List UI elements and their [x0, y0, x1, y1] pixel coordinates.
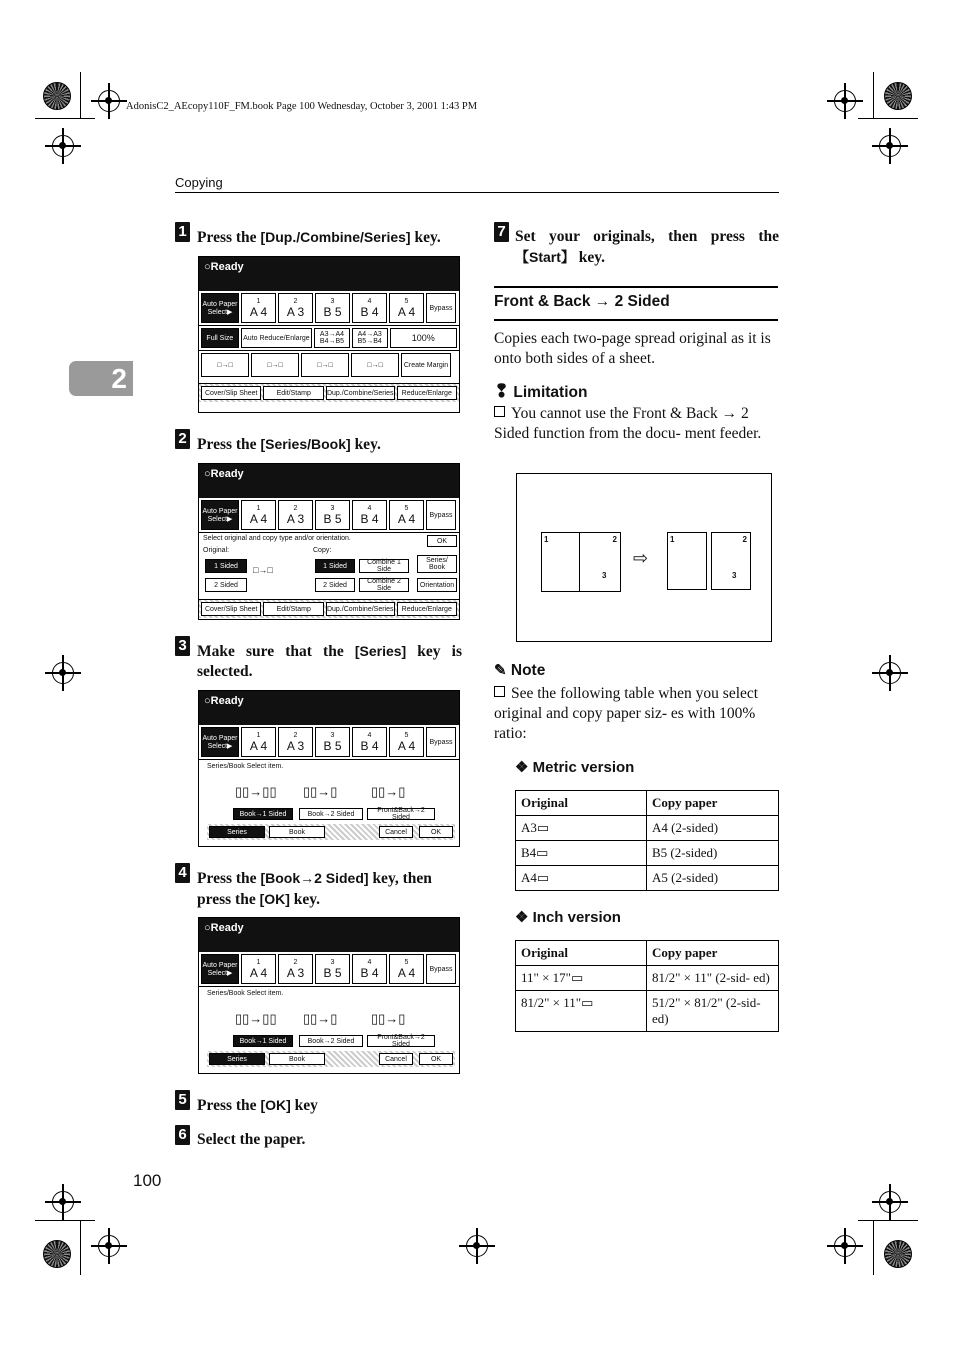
- tab-edit-stamp[interactable]: Edit/Stamp: [263, 386, 323, 400]
- tab-dup-combine[interactable]: Dup./Combine/Series: [326, 602, 395, 616]
- step-2-text: Press the [Series/Book] key.: [197, 436, 381, 453]
- tab-cover-slip[interactable]: Cover/Slip Sheet: [201, 386, 261, 400]
- section-intro: Copies each two-page spread original as it is onto both sides of a sheet.: [494, 330, 771, 367]
- series-book-button[interactable]: Series/ Book: [417, 555, 457, 573]
- limitation-icon: ❢: [494, 381, 510, 401]
- registration-mark: [52, 135, 74, 157]
- step-number: 4: [175, 863, 190, 883]
- tray-button[interactable]: 4 B 4: [352, 500, 387, 530]
- combine-mode-button[interactable]: □→□: [351, 353, 399, 377]
- series-header: Series/Book Select item.: [207, 763, 284, 770]
- series-button[interactable]: Series: [209, 826, 265, 838]
- auto-paper-button[interactable]: Auto Paper Select▶: [201, 293, 239, 323]
- table-header-row: Original Copy paper: [516, 941, 779, 966]
- tray-button[interactable]: 3 B 5: [315, 293, 350, 323]
- tray-button[interactable]: 1 A 4: [241, 293, 276, 323]
- metric-title: ❖ Metric version: [515, 759, 635, 776]
- book-icon: ▯▯→▯▯: [235, 1011, 277, 1026]
- table-row: A3▭ A4 (2-sided): [516, 816, 779, 841]
- status-bar: ○Ready: [199, 691, 459, 725]
- tray-button[interactable]: 3 B 5: [315, 500, 350, 530]
- crop-line: [858, 118, 918, 119]
- book-page-right: 2 3: [579, 532, 621, 592]
- inch-title: ❖ Inch version: [515, 909, 621, 926]
- note-title: ✎ Note: [494, 662, 546, 679]
- checkbox-bullet-icon: [494, 686, 505, 697]
- ok-button[interactable]: OK: [419, 1053, 453, 1065]
- section-rule: [494, 286, 778, 288]
- book-2-sided-button[interactable]: Book→2 Sided: [299, 1035, 363, 1047]
- combine-mode-button[interactable]: □→□: [301, 353, 349, 377]
- copier-screen-4: [198, 917, 460, 1074]
- tab-edit-stamp[interactable]: Edit/Stamp: [263, 602, 323, 616]
- book-2-sided-button[interactable]: Book→2 Sided: [299, 808, 363, 820]
- book-button[interactable]: Book: [269, 1053, 325, 1065]
- tray-button[interactable]: 5 A 4: [389, 727, 424, 757]
- tab-reduce-enlarge[interactable]: Reduce/Enlarge: [397, 602, 457, 616]
- registration-sunburst-top-left: [43, 82, 71, 110]
- front-back-2-sided-button[interactable]: Front&Back→2 Sided: [367, 1035, 435, 1047]
- ratio-button[interactable]: A3→A4 B4→B5: [314, 328, 350, 348]
- registration-mark: [52, 1191, 74, 1213]
- crop-line: [80, 1220, 81, 1275]
- tray-button[interactable]: 1 A 4: [241, 954, 276, 984]
- step-5-text: Press the [OK] key: [197, 1097, 318, 1114]
- bypass-button[interactable]: Bypass: [426, 293, 456, 323]
- combine-2-side-button[interactable]: Combine 2 Side: [359, 578, 409, 592]
- running-head: Copying: [175, 175, 223, 190]
- table-row: B4▭ B5 (2-sided): [516, 841, 779, 866]
- registration-mark: [98, 90, 120, 112]
- ok-button[interactable]: OK: [419, 826, 453, 838]
- tray-button[interactable]: 5 A 4: [389, 500, 424, 530]
- step-number: 1: [175, 222, 190, 242]
- series-button[interactable]: Series: [209, 1053, 265, 1065]
- combine-1-side-button[interactable]: Combine 1 Side: [359, 559, 409, 573]
- header-rule: [175, 192, 779, 193]
- pencil-icon: ✎: [494, 662, 507, 679]
- copy-1-sided-button[interactable]: 1 Sided: [315, 559, 355, 573]
- table-row: 11" × 17"▭ 81/2" × 11" (2-sid- ed): [516, 966, 779, 991]
- tab-reduce-enlarge[interactable]: Reduce/Enlarge: [397, 386, 457, 400]
- tray-button[interactable]: 3 B 5: [315, 954, 350, 984]
- registration-mark: [466, 1235, 488, 1257]
- landscape-icon: ▭: [570, 970, 584, 985]
- crop-line: [80, 72, 81, 118]
- auto-paper-button[interactable]: Auto Paper Select▶: [201, 500, 239, 530]
- book-page-left: 1: [541, 532, 581, 592]
- registration-mark: [879, 135, 901, 157]
- tray-button[interactable]: 2 A 3: [278, 500, 313, 530]
- front-back-diagram: [516, 473, 772, 642]
- tray-button[interactable]: 1 A 4: [241, 727, 276, 757]
- landscape-icon: ▭: [581, 995, 594, 1010]
- step-number: 2: [175, 429, 190, 449]
- table-row: A4▭ A5 (2-sided): [516, 866, 779, 891]
- note-text: See the following table when you select original and copy paper siz- es with 100% ratio:: [494, 685, 759, 742]
- book-1-sided-button[interactable]: Book→1 Sided: [233, 808, 293, 820]
- tray-button[interactable]: 2 A 3: [278, 954, 313, 984]
- registration-sunburst-bottom-right: [884, 1240, 912, 1268]
- registration-mark: [879, 662, 901, 684]
- ok-button[interactable]: OK: [427, 535, 457, 547]
- inch-table: [515, 940, 779, 1032]
- crop-line: [35, 118, 95, 119]
- key-label: [Dup./Combine/Series]: [260, 229, 411, 245]
- tray-button[interactable]: 5 A 4: [389, 293, 424, 323]
- copy-sheet-front: 1: [667, 532, 707, 590]
- crop-line: [873, 1220, 874, 1275]
- step-number: 7: [494, 222, 509, 242]
- series-header: Series/Book Select item.: [207, 990, 284, 997]
- book-icon: ▯▯→▯: [303, 784, 338, 799]
- front-back-2-sided-button[interactable]: Front&Back→2 Sided: [367, 808, 435, 820]
- create-margin-button[interactable]: Create Margin: [401, 353, 451, 377]
- registration-mark: [52, 662, 74, 684]
- book-icon: ▯▯→▯▯: [235, 784, 277, 799]
- tray-button[interactable]: 2 A 3: [278, 727, 313, 757]
- registration-mark: [98, 1235, 120, 1257]
- tray-button[interactable]: 5 A 4: [389, 954, 424, 984]
- bypass-button[interactable]: Bypass: [426, 727, 456, 757]
- book-icon: ▯▯→▯: [371, 1011, 406, 1026]
- cancel-button[interactable]: Cancel: [379, 1053, 413, 1065]
- landscape-icon: ▭: [536, 870, 550, 885]
- limitation-title: ❢ Limitation: [494, 381, 588, 401]
- crop-line: [35, 1220, 95, 1221]
- registration-sunburst-top-right: [884, 82, 912, 110]
- step-1-text: Press the [Dup./Combine/Series] key.: [197, 229, 441, 246]
- step-number: 6: [175, 1125, 190, 1145]
- book-icon: ▯▯→▯: [371, 784, 406, 799]
- zoom-display: 100%: [390, 328, 457, 348]
- registration-sunburst-bottom-left: [43, 1240, 71, 1268]
- step-number: 5: [175, 1090, 190, 1110]
- auto-reduce-button[interactable]: Auto Reduce/Enlarge: [241, 328, 312, 348]
- checkbox-bullet-icon: [494, 406, 505, 417]
- section-rule: [494, 319, 778, 321]
- duplex-icon: □→□: [253, 565, 273, 575]
- auto-paper-button[interactable]: Auto Paper Select▶: [201, 727, 239, 757]
- tab-dup-combine[interactable]: Dup./Combine/Series: [326, 386, 395, 400]
- page-number: 100: [133, 1171, 162, 1190]
- file-info: AdonisC2_AEcopy110F_FM.book Page 100 Wednesday, October 3, 2001 1:43 PM: [126, 101, 478, 112]
- tab-cover-slip[interactable]: Cover/Slip Sheet: [201, 602, 261, 616]
- tray-button[interactable]: 4 B 4: [352, 293, 387, 323]
- screen-prompt: Select original and copy type and/or orientation.: [203, 535, 351, 542]
- status-bar: ○Ready: [199, 464, 459, 498]
- tray-button[interactable]: 4 B 4: [352, 954, 387, 984]
- full-size-button[interactable]: Full Size: [201, 328, 239, 348]
- original-2-sided-button[interactable]: 2 Sided: [205, 578, 247, 592]
- limitation-text: You cannot use the Front & Back → 2 Sided function from the docu- ment feeder.: [494, 405, 762, 442]
- tray-button[interactable]: 3 B 5: [315, 727, 350, 757]
- copy-2-sided-button[interactable]: 2 Sided: [315, 578, 355, 592]
- tray-button[interactable]: 4 B 4: [352, 727, 387, 757]
- registration-mark: [879, 1191, 901, 1213]
- arrow-right-icon: ⇨: [633, 548, 649, 568]
- section-title: Front & Back → 2 Sided: [494, 293, 670, 310]
- combine-mode-button[interactable]: □→□: [201, 353, 249, 377]
- tray-button[interactable]: 1 A 4: [241, 500, 276, 530]
- auto-paper-button[interactable]: Auto Paper Select▶: [201, 954, 239, 984]
- book-button[interactable]: Book: [269, 826, 325, 838]
- step-6-text: Select the paper.: [197, 1131, 306, 1148]
- copier-screen-3: [198, 690, 460, 847]
- status-bar: ○Ready: [199, 257, 459, 291]
- step-number: 3: [175, 636, 190, 656]
- original-label: Original:: [203, 547, 230, 554]
- copier-screen-2: [198, 463, 460, 620]
- tray-button[interactable]: 2 A 3: [278, 293, 313, 323]
- bypass-button[interactable]: Bypass: [426, 954, 456, 984]
- copy-sheet-back: 2 3: [711, 532, 751, 590]
- step-4-text: Press the [Book→2 Sided] key, then press the [OK] key.: [197, 870, 432, 908]
- landscape-icon: ▭: [536, 845, 549, 860]
- metric-table: [515, 790, 779, 891]
- step-3-text: Make sure that the [Series] key is selected.: [197, 643, 462, 680]
- table-header-row: Original Copy paper: [516, 791, 779, 816]
- book-1-sided-button[interactable]: Book→1 Sided: [233, 1035, 293, 1047]
- combine-mode-button[interactable]: □→□: [251, 353, 299, 377]
- original-1-sided-button[interactable]: 1 Sided: [205, 559, 247, 573]
- bypass-button[interactable]: Bypass: [426, 500, 456, 530]
- copy-label: Copy:: [313, 547, 332, 554]
- chapter-tab: 2: [69, 361, 133, 396]
- table-row: 81/2" × 11"▭ 51/2" × 81/2" (2-sid- ed): [516, 991, 779, 1032]
- book-icon: ▯▯→▯: [303, 1011, 338, 1026]
- landscape-icon: ▭: [536, 820, 550, 835]
- orientation-button[interactable]: Orientation: [417, 578, 457, 592]
- registration-mark: [834, 1235, 856, 1257]
- status-bar: ○Ready: [199, 918, 459, 952]
- crop-line: [873, 72, 874, 118]
- registration-mark: [834, 90, 856, 112]
- copier-screen-1: [198, 256, 460, 413]
- step-7-text: Set your originals, then press the 【Start】 key.: [515, 228, 779, 266]
- cancel-button[interactable]: Cancel: [379, 826, 413, 838]
- ratio-button[interactable]: A4→A3 B5→B4: [352, 328, 388, 348]
- crop-line: [858, 1220, 918, 1221]
